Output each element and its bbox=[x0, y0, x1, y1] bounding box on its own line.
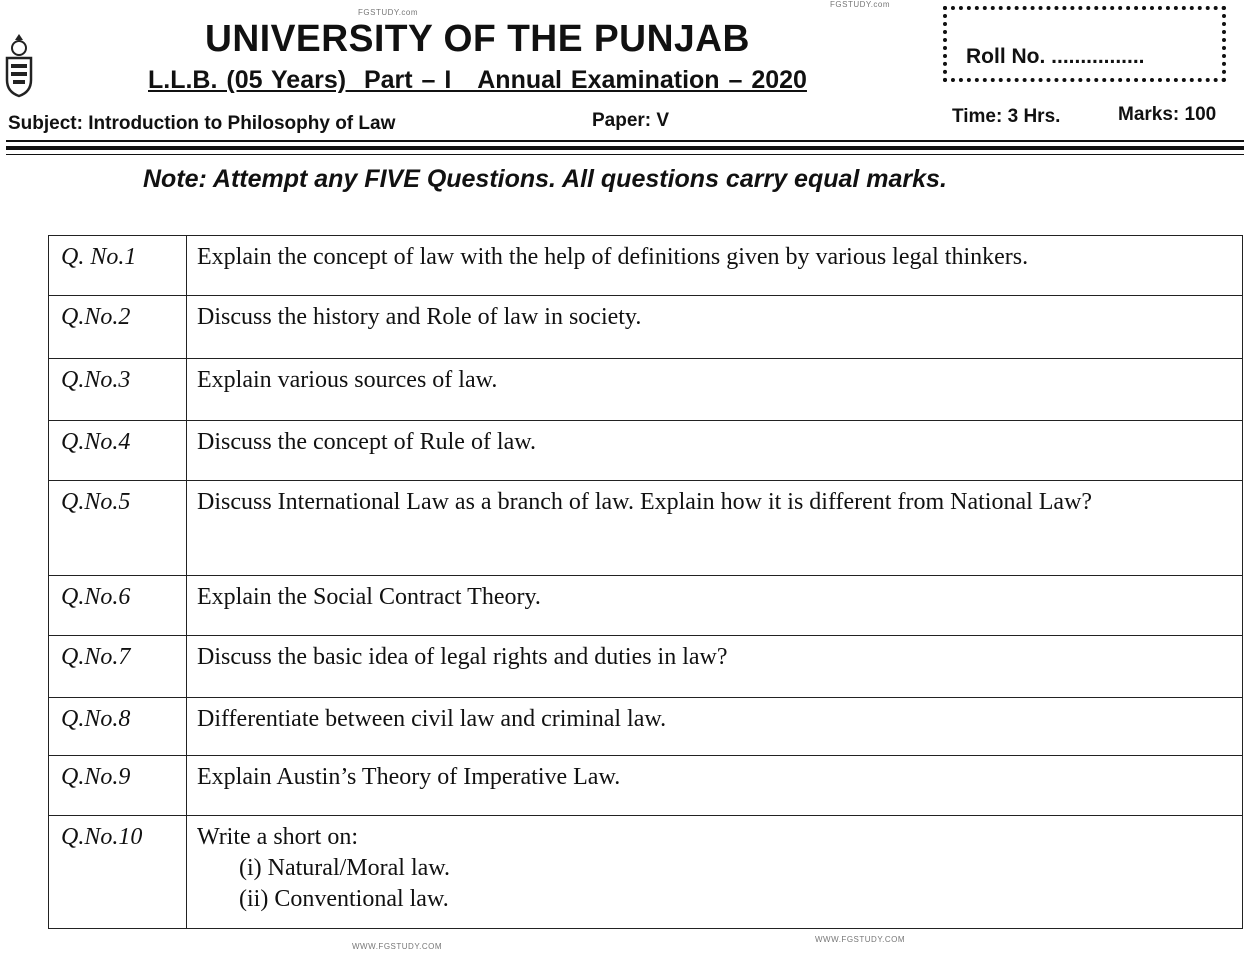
watermark: FGSTUDY.com bbox=[358, 8, 419, 17]
question-text: Explain various sources of law. bbox=[187, 359, 1243, 421]
question-text: Discuss International Law as a branch of law. Explain how it is different from National Law? bbox=[187, 481, 1243, 576]
divider bbox=[6, 154, 1244, 155]
questions-table bbox=[48, 235, 1243, 929]
question-text: Discuss the concept of Rule of law. bbox=[187, 421, 1243, 481]
question-number: Q.No.5 bbox=[49, 481, 187, 576]
watermark: FGSTUDY.com bbox=[830, 0, 891, 9]
instruction-note: Note: Attempt any FIVE Questions. All questions carry equal marks. bbox=[143, 165, 947, 193]
university-crest-logo bbox=[4, 32, 34, 98]
watermark: WWW.FGSTUDY.COM bbox=[352, 942, 443, 951]
table-row bbox=[49, 359, 1243, 421]
table-row bbox=[49, 481, 1243, 576]
question-number: Q. No.1 bbox=[49, 236, 187, 296]
question-text-main: Write a short on: bbox=[197, 824, 358, 850]
question-number: Q.No.6 bbox=[49, 576, 187, 636]
roll-number-label: Roll No. ................ bbox=[966, 45, 1145, 68]
question-number: Q.No.3 bbox=[49, 359, 187, 421]
sub-question: (i) Natural/Moral law. bbox=[239, 855, 451, 881]
question-number: Q.No.9 bbox=[49, 756, 187, 816]
question-text: Explain the Social Contract Theory. bbox=[187, 576, 1243, 636]
question-text: Discuss the basic idea of legal rights and duties in law? bbox=[187, 636, 1243, 698]
table-row bbox=[49, 421, 1243, 481]
exam-subtitle: L.L.B. (05 Years) Part – I Annual Examination – 2020 bbox=[148, 66, 807, 94]
table-row bbox=[49, 698, 1243, 756]
sub-question: (ii) Conventional law. bbox=[239, 886, 449, 912]
table-row bbox=[49, 236, 1243, 296]
question-number: Q.No.2 bbox=[49, 296, 187, 359]
question-number: Q.No.8 bbox=[49, 698, 187, 756]
question-text: Differentiate between civil law and criminal law. bbox=[187, 698, 1243, 756]
question-text bbox=[187, 816, 1243, 929]
table-row bbox=[49, 296, 1243, 359]
roll-number-box bbox=[943, 6, 1226, 82]
university-title: UNIVERSITY OF THE PUNJAB bbox=[205, 18, 750, 60]
subject-label: Subject: Introduction to Philosophy of Law bbox=[8, 113, 396, 134]
question-number: Q.No.7 bbox=[49, 636, 187, 698]
question-number: Q.No.4 bbox=[49, 421, 187, 481]
question-text: Explain Austin’s Theory of Imperative Law. bbox=[187, 756, 1243, 816]
table-row bbox=[49, 576, 1243, 636]
divider bbox=[6, 140, 1244, 142]
marks-label: Marks: 100 bbox=[1118, 104, 1217, 125]
question-text: Explain the concept of law with the help of definitions given by various legal thinkers. bbox=[187, 236, 1243, 296]
table-row bbox=[49, 756, 1243, 816]
time-label: Time: 3 Hrs. bbox=[952, 106, 1061, 127]
table-row bbox=[49, 636, 1243, 698]
watermark: WWW.FGSTUDY.COM bbox=[815, 935, 906, 944]
divider bbox=[6, 146, 1244, 150]
paper-label: Paper: V bbox=[592, 110, 670, 131]
table-row bbox=[49, 816, 1243, 929]
question-number: Q.No.10 bbox=[49, 816, 187, 929]
question-text: Discuss the history and Role of law in society. bbox=[187, 296, 1243, 359]
